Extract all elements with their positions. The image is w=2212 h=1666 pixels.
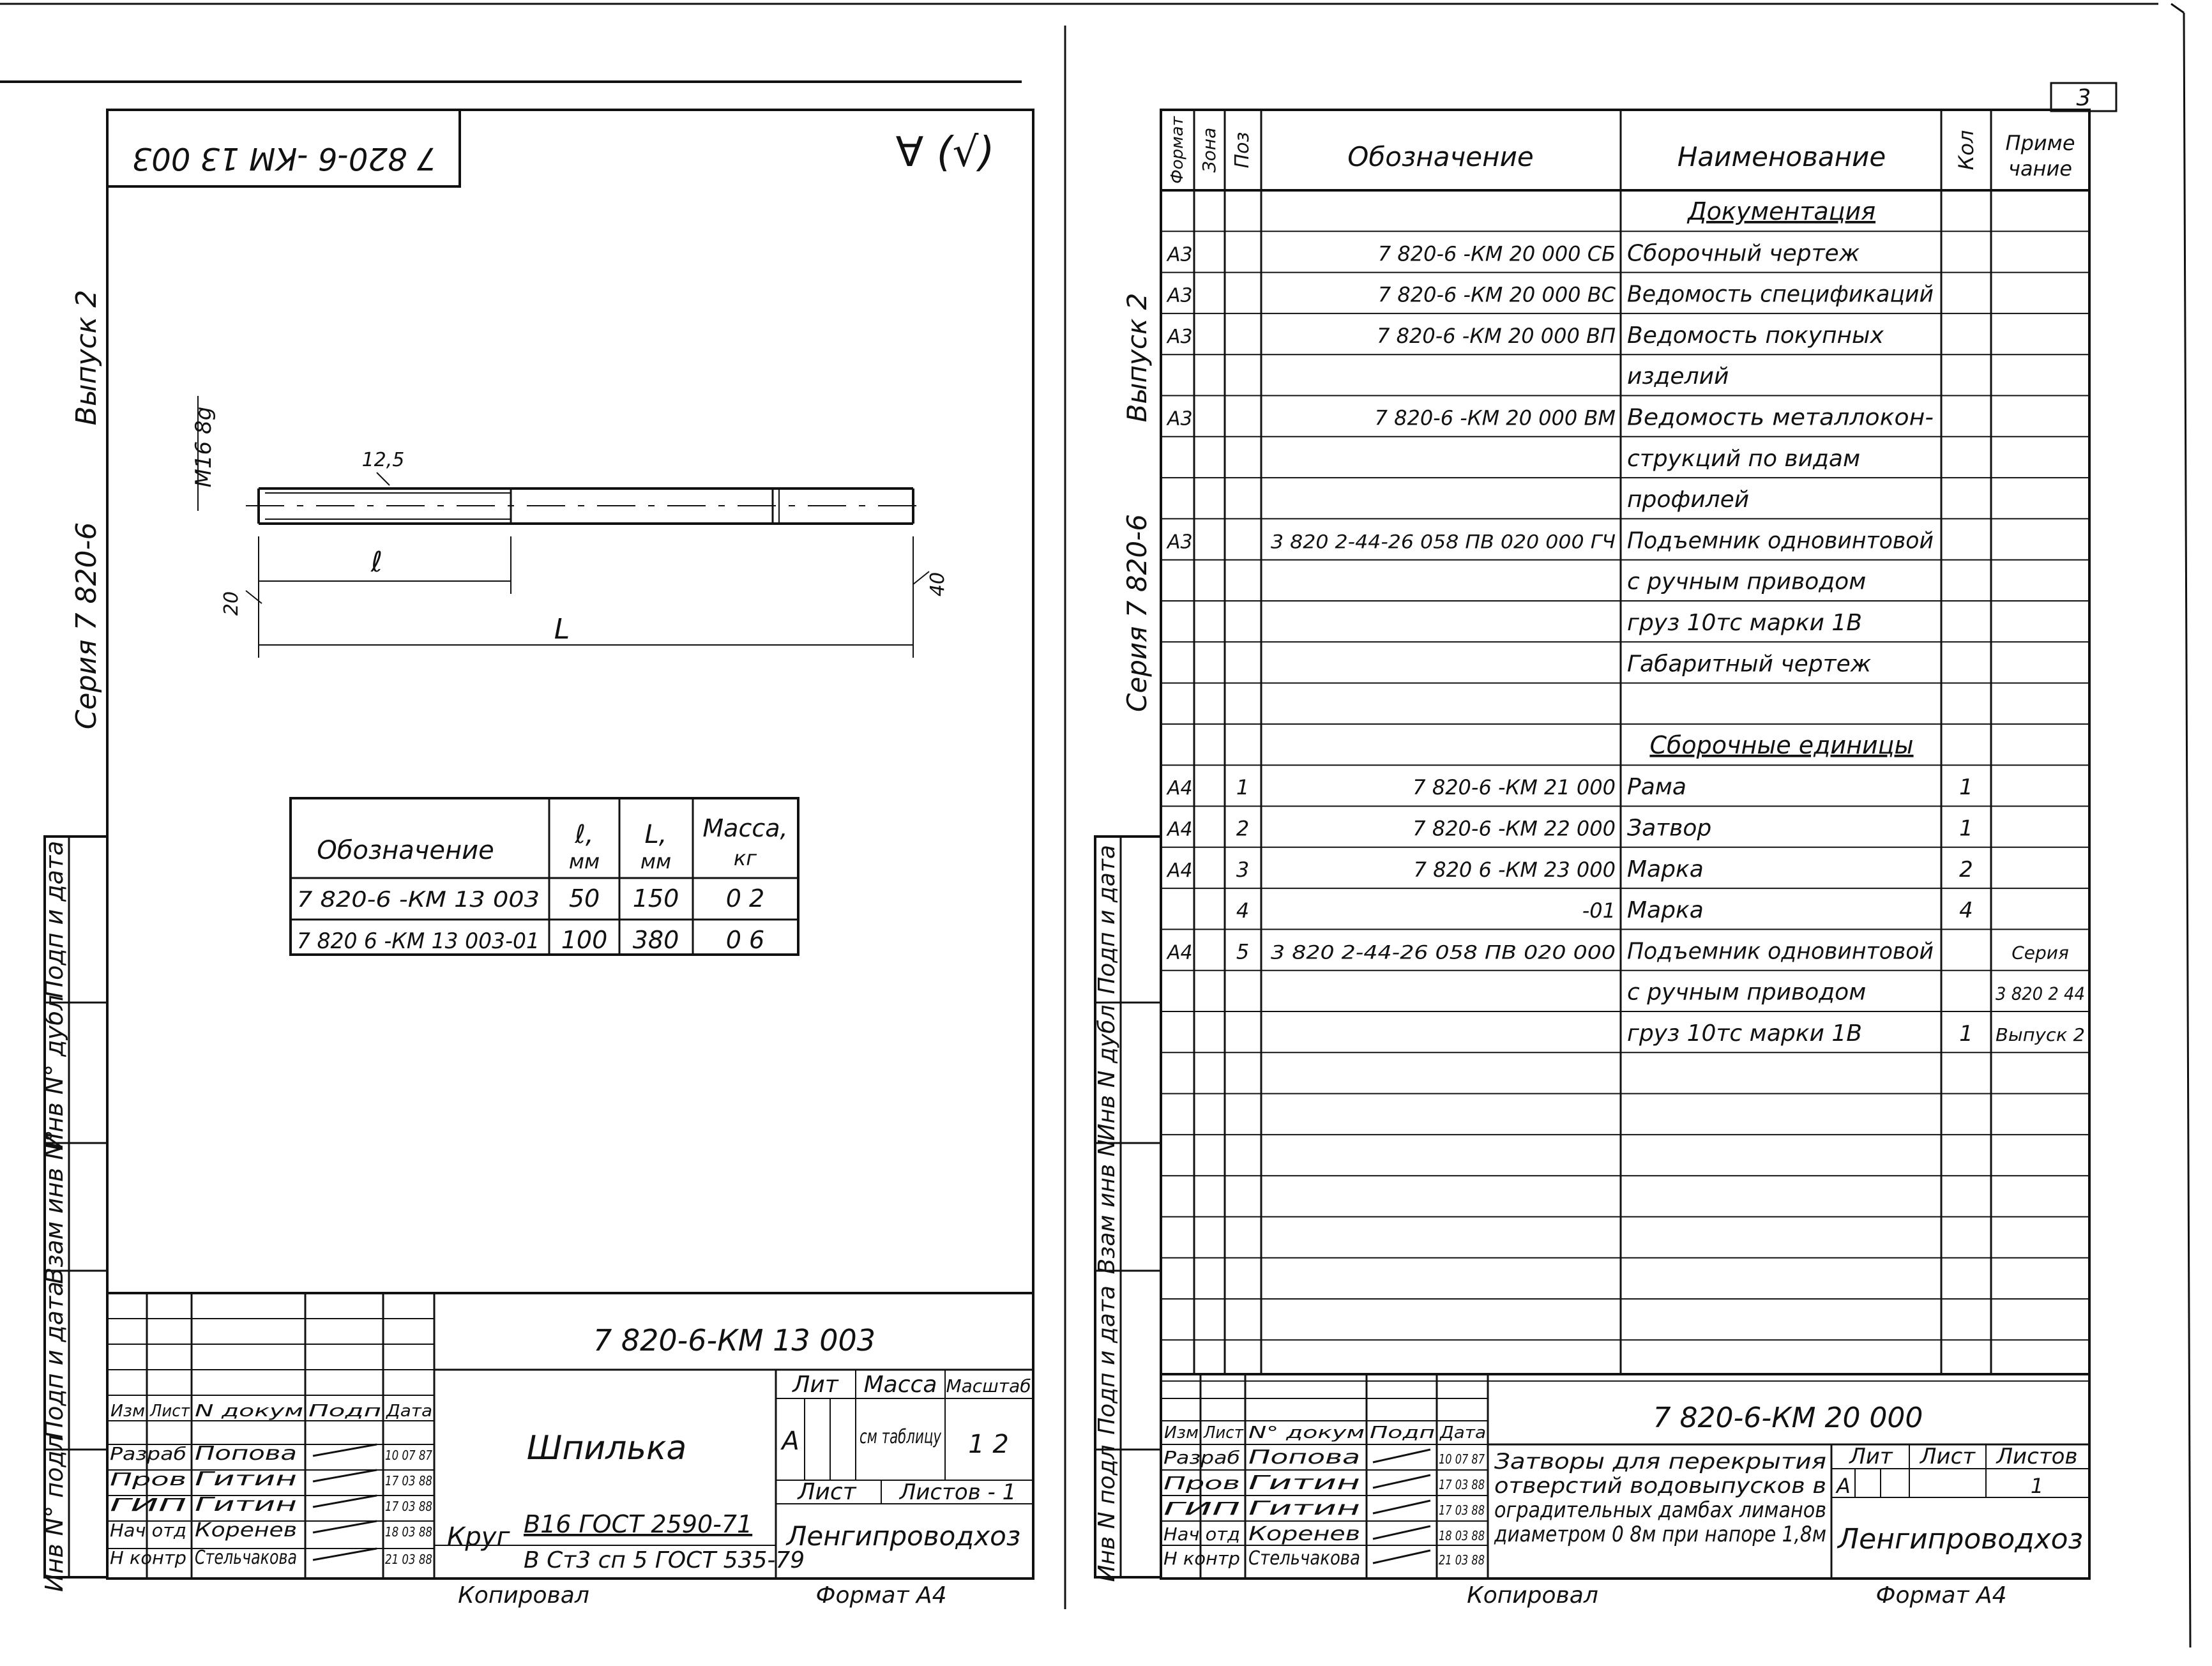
page-right-edge bbox=[2184, 13, 2190, 1647]
size-table-header-L: L, bbox=[644, 820, 667, 849]
roughness-tick bbox=[377, 473, 390, 485]
spec-oboz-cell: 7 820 6 -КМ 23 000 bbox=[1413, 857, 1616, 882]
spec-name-cell: профилей bbox=[1627, 487, 1750, 513]
signature-mark bbox=[313, 1444, 377, 1456]
rotated-code: 7 820-6 -КМ 13 003 bbox=[132, 140, 437, 176]
thread-label: М16 8g bbox=[191, 406, 216, 488]
stamp-listov: Листов - 1 bbox=[899, 1480, 1017, 1505]
stamp-material-2: В16 ГОСТ 2590-71 bbox=[524, 1510, 753, 1538]
signature-mark bbox=[313, 1549, 377, 1560]
left-side-strip-label: Инв N° подл bbox=[40, 1435, 68, 1592]
spec-name-cell: груз 10тс марки 1В bbox=[1627, 1020, 1862, 1047]
right-sheet-frame bbox=[1161, 110, 2089, 1579]
spec-pos-cell: 2 bbox=[1236, 816, 1250, 841]
spec-format-cell: А4 bbox=[1167, 941, 1193, 964]
size-table-header-L-unit: мм bbox=[640, 849, 672, 874]
stamp-title-line: диаметром 0 8м при напоре 1,8м bbox=[1494, 1522, 1826, 1547]
signature-mark-right bbox=[1373, 1475, 1430, 1488]
side-vypusk-right: Выпуск 2 bbox=[1121, 292, 1153, 423]
stamp-code-right: 7 820-6-КМ 20 000 bbox=[1653, 1402, 1923, 1434]
stamp-massa-label: Масса bbox=[863, 1372, 937, 1398]
spec-name-cell: Марка bbox=[1627, 897, 1704, 924]
stamp-lit-label-right: Лит bbox=[1849, 1444, 1893, 1469]
spec-name-cell: Подъемник одновинтовой bbox=[1627, 527, 1934, 554]
right-side-strip-label: Подп и дата bbox=[1094, 1285, 1120, 1435]
size-table-cell: 0 6 bbox=[725, 926, 765, 954]
dim-l-label: ℓ bbox=[370, 546, 383, 579]
left-side-strip-label: Подп и дата bbox=[40, 1281, 68, 1439]
stamp-role: ГИП bbox=[110, 1494, 186, 1515]
size-table-header-l-unit: мм bbox=[568, 849, 600, 874]
size-table-cell: 7 820 6 -КМ 13 003-01 bbox=[297, 928, 540, 954]
spec-pos-cell: 1 bbox=[1236, 775, 1250, 800]
stamp-list-label: Лист bbox=[798, 1479, 856, 1505]
spec-header-prim-2: чание bbox=[2008, 156, 2072, 181]
spec-oboz-cell: 7 820-6 -КМ 21 000 bbox=[1413, 775, 1616, 800]
stamp-date: 18 03 88 bbox=[385, 1524, 432, 1540]
stamp-header-col: Дата bbox=[385, 1402, 432, 1421]
stamp-header-col: Лист bbox=[149, 1402, 190, 1421]
size-table-cell: 380 bbox=[632, 926, 679, 954]
side-vypusk: Выпуск 2 bbox=[70, 289, 103, 426]
stamp-role: Пров bbox=[110, 1469, 186, 1490]
kopiroval-left: Копировал bbox=[458, 1582, 589, 1609]
spec-header-name: Наименование bbox=[1677, 141, 1886, 172]
size-table-header: Обозначение bbox=[317, 836, 494, 865]
spec-name-cell: изделий bbox=[1627, 363, 1729, 390]
chamfer-mark bbox=[246, 591, 262, 603]
stamp-person-right: Стельчакова bbox=[1248, 1547, 1360, 1570]
stamp-person: Коренев bbox=[195, 1519, 297, 1541]
stamp-material-1: Круг bbox=[447, 1522, 510, 1552]
kopiroval-right: Копировал bbox=[1467, 1582, 1598, 1609]
spec-oboz-cell: 7 820-6 -КМ 20 000 ВС bbox=[1377, 282, 1616, 307]
signature-mark-right bbox=[1373, 1550, 1430, 1563]
roughness-125: 12,5 bbox=[361, 449, 405, 471]
chamfer-left: 20 bbox=[220, 591, 243, 616]
stamp-header-col-right: Изм bbox=[1164, 1423, 1199, 1443]
spec-header-format: Формат bbox=[1168, 116, 1187, 184]
spec-name-cell: Габаритный чертеж bbox=[1627, 651, 1872, 678]
spec-name-cell: Затвор bbox=[1627, 815, 1712, 842]
stamp-date: 17 03 88 bbox=[385, 1473, 432, 1488]
stamp-person-right: Гитин bbox=[1248, 1472, 1360, 1494]
spec-oboz-cell: 7 820-6 -КМ 20 000 СБ bbox=[1377, 241, 1616, 266]
spec-header-kol: Кол bbox=[1954, 130, 1978, 170]
stamp-org: Ленгипроводхоз bbox=[786, 1520, 1021, 1552]
stamp-header-col-right: Дата bbox=[1439, 1423, 1486, 1443]
stamp-date-right: 17 03 88 bbox=[1439, 1503, 1485, 1518]
stamp-date-right: 18 03 88 bbox=[1439, 1528, 1485, 1543]
spec-oboz-cell: -01 bbox=[1582, 898, 1616, 923]
spec-name-cell: струкций по видам bbox=[1627, 445, 1861, 472]
spec-header-oboz: Обозначение bbox=[1347, 141, 1534, 172]
size-table-cell: 150 bbox=[632, 884, 679, 913]
spec-oboz-cell: 3 820 2-44-26 058 ПВ 020 000 bbox=[1271, 941, 1616, 964]
size-table-cell: 50 bbox=[568, 884, 600, 913]
signature-mark bbox=[313, 1470, 377, 1481]
spec-header-prim-1: Приме bbox=[2005, 131, 2075, 155]
stamp-role: Нач отд bbox=[110, 1520, 186, 1541]
stamp-name: Шпилька bbox=[526, 1429, 687, 1467]
stamp-header-col-right: Подп bbox=[1370, 1423, 1435, 1443]
spec-format-cell: А3 bbox=[1167, 325, 1193, 348]
stamp-list-label-right: Лист bbox=[1920, 1444, 1976, 1469]
spec-format-cell: А3 bbox=[1167, 284, 1193, 307]
stamp-lit-label: Лит bbox=[792, 1372, 838, 1398]
stamp-date-right: 10 07 87 bbox=[1439, 1451, 1485, 1467]
spec-header-pos: Поз bbox=[1231, 132, 1254, 169]
right-side-strip-label: Подп и дата bbox=[1094, 845, 1120, 994]
stamp-person-right: Коренев bbox=[1248, 1523, 1360, 1545]
stamp-title-line: отверстий водовыпусков в bbox=[1494, 1473, 1826, 1499]
spec-kol-cell: 2 bbox=[1959, 856, 1973, 882]
spec-prim-cell: 3 820 2 44 bbox=[1996, 983, 2085, 1004]
spec-pos-cell: 5 bbox=[1236, 939, 1250, 964]
stamp-masshtab-value: 1 2 bbox=[968, 1430, 1009, 1459]
stamp-date: 21 03 88 bbox=[385, 1552, 432, 1567]
stamp-date-right: 21 03 88 bbox=[1439, 1552, 1485, 1568]
spec-oboz-cell: 7 820-6 -КМ 20 000 ВП bbox=[1377, 323, 1616, 348]
signature-mark-right bbox=[1373, 1526, 1430, 1539]
spec-pos-cell: 3 bbox=[1236, 857, 1250, 882]
size-table-cell: 7 820-6 -КМ 13 003 bbox=[297, 887, 540, 913]
signature-mark-right bbox=[1373, 1450, 1430, 1462]
spec-oboz-cell: 7 820-6 -КМ 20 000 ВМ bbox=[1374, 405, 1616, 430]
stamp-masshtab-label: Масштаб bbox=[946, 1375, 1031, 1397]
right-side-strip-label: Взам инв N bbox=[1094, 1139, 1120, 1275]
stamp-date: 10 07 87 bbox=[385, 1448, 433, 1463]
size-table-cell: 100 bbox=[561, 926, 608, 954]
spec-kol-cell: 1 bbox=[1959, 1021, 1973, 1047]
spec-name-cell: Рама bbox=[1627, 774, 1686, 801]
stamp-date: 17 03 88 bbox=[385, 1499, 432, 1514]
left-sheet-frame bbox=[107, 110, 1033, 1579]
stamp-date-right: 17 03 88 bbox=[1439, 1477, 1485, 1492]
stamp-massa-value: см таблицу bbox=[860, 1426, 942, 1448]
size-table-header-l: ℓ, bbox=[575, 820, 594, 849]
stamp-header-col: Подп bbox=[308, 1402, 381, 1421]
spec-name-cell: с ручным приводом bbox=[1627, 979, 1867, 1006]
stamp-person-right: Гитин bbox=[1248, 1497, 1360, 1520]
stamp-role-right: Разраб bbox=[1163, 1447, 1240, 1468]
side-seria-right: Серия 7 820-6 bbox=[1121, 514, 1153, 712]
spec-name-cell: Сборочные единицы bbox=[1649, 731, 1914, 759]
spec-name-cell: Ведомость покупных bbox=[1627, 322, 1884, 349]
right-side-strip-label: Инв N дубл bbox=[1094, 1004, 1120, 1141]
stamp-lit-value: А bbox=[782, 1427, 799, 1456]
signature-mark-right bbox=[1373, 1501, 1430, 1513]
spec-format-cell: А3 bbox=[1167, 243, 1193, 266]
stamp-lit-value-right: А bbox=[1837, 1474, 1851, 1498]
stamp-person: Попова bbox=[195, 1443, 297, 1465]
spec-prim-cell: Выпуск 2 bbox=[1996, 1024, 2085, 1045]
stamp-header-col-right: Лист bbox=[1203, 1423, 1244, 1443]
stamp-header-col: N докум bbox=[195, 1402, 303, 1421]
format-left: Формат А4 bbox=[815, 1582, 947, 1609]
signature-mark bbox=[313, 1521, 377, 1533]
chamfer-right: 40 bbox=[927, 572, 949, 597]
spec-name-cell: Подъемник одновинтовой bbox=[1627, 938, 1934, 965]
format-right: Формат А4 bbox=[1875, 1582, 2007, 1609]
spec-name-cell: Документация bbox=[1687, 197, 1876, 225]
stamp-role-right: Нач отд bbox=[1163, 1524, 1240, 1545]
roughness-mark: ∀ (√) bbox=[895, 129, 995, 176]
right-side-strip-label: Инв N подл bbox=[1094, 1444, 1120, 1582]
stamp-role-right: ГИП bbox=[1163, 1498, 1240, 1519]
stamp-person: Стельчакова bbox=[195, 1547, 297, 1569]
stamp-title-line: Затворы для перекрытия bbox=[1494, 1449, 1826, 1474]
stamp-header-col-right: N° докум bbox=[1248, 1423, 1365, 1443]
left-side-strip-label: Инв N° дубл bbox=[40, 995, 68, 1151]
side-seria: Серия 7 820-6 bbox=[70, 522, 103, 730]
size-table-header-mass: Масса, bbox=[702, 814, 788, 842]
size-table-cell: 0 2 bbox=[725, 884, 765, 913]
dim-L-label: L bbox=[554, 613, 570, 646]
stamp-person-right: Попова bbox=[1248, 1446, 1360, 1469]
page-corner bbox=[2171, 4, 2184, 13]
spec-name-cell: Сборочный чертеж bbox=[1627, 240, 1860, 267]
spec-format-cell: А4 bbox=[1167, 777, 1193, 800]
stamp-listov-label-right: Листов bbox=[1996, 1444, 2078, 1469]
spec-name-cell: с ручным приводом bbox=[1627, 568, 1867, 595]
spec-format-cell: А4 bbox=[1167, 859, 1193, 882]
stamp-person: Гитин bbox=[195, 1468, 297, 1490]
spec-name-cell: Ведомость металлокон- bbox=[1627, 404, 1934, 431]
stamp-person: Гитин bbox=[195, 1494, 297, 1516]
size-table-header-mass-unit: кг bbox=[733, 846, 757, 870]
spec-oboz-cell: 3 820 2-44-26 058 ПВ 020 000 ГЧ bbox=[1271, 531, 1616, 553]
spec-kol-cell: 4 bbox=[1959, 898, 1973, 924]
spec-oboz-cell: 7 820-6 -КМ 22 000 bbox=[1413, 816, 1616, 841]
spec-prim-cell: Серия bbox=[2011, 942, 2069, 964]
spec-kol-cell: 1 bbox=[1959, 815, 1973, 842]
left-side-strip-label: Подп и дата bbox=[40, 840, 68, 999]
spec-name-cell: груз 10тс марки 1В bbox=[1627, 610, 1862, 636]
spec-format-cell: А4 bbox=[1167, 818, 1193, 841]
stamp-listov-value-right: 1 bbox=[2030, 1474, 2044, 1498]
stamp-header-col: Изм bbox=[110, 1402, 145, 1421]
spec-name-cell: Ведомость спецификаций bbox=[1627, 281, 1934, 308]
stamp-role-right: Пров bbox=[1163, 1473, 1240, 1494]
stamp-role-right: Н контр bbox=[1163, 1548, 1240, 1569]
left-side-strip-label: Взам инв N° bbox=[40, 1130, 68, 1284]
stamp-org-right: Ленгипроводхоз bbox=[1838, 1523, 2083, 1556]
stamp-material-3: В Ст3 сп 5 ГОСТ 535-79 bbox=[524, 1547, 805, 1573]
signature-mark bbox=[313, 1496, 377, 1507]
spec-pos-cell: 4 bbox=[1236, 898, 1250, 923]
spec-header-zona: Зона bbox=[1199, 127, 1220, 173]
spec-format-cell: А3 bbox=[1167, 531, 1193, 554]
spec-kol-cell: 1 bbox=[1959, 775, 1973, 801]
stamp-code: 7 820-6-КМ 13 003 bbox=[593, 1323, 876, 1358]
stamp-title-line: оградительных дамбах лиманов bbox=[1494, 1497, 1826, 1523]
stamp-role: Разраб bbox=[110, 1443, 186, 1464]
sheet-number: 3 bbox=[2076, 85, 2091, 111]
stamp-role: Н контр bbox=[110, 1547, 186, 1568]
spec-format-cell: А3 bbox=[1167, 407, 1193, 430]
spec-name-cell: Марка bbox=[1627, 856, 1704, 882]
